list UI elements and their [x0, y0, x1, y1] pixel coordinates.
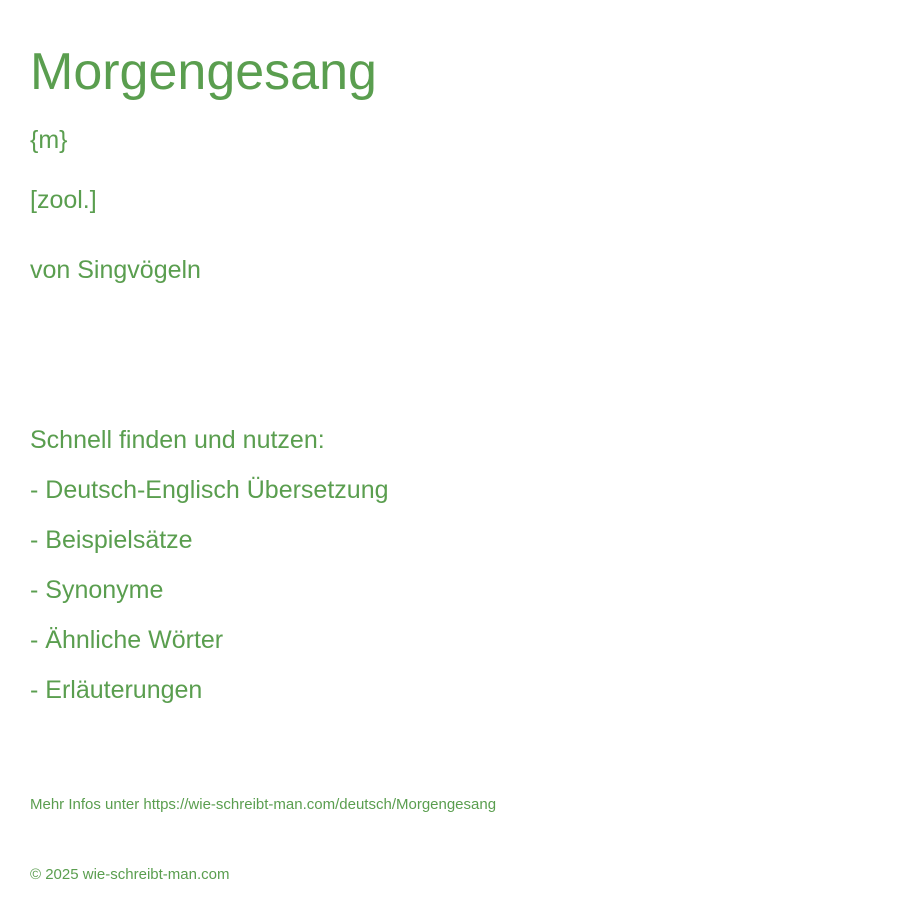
- meaning-text: von Singvögeln: [30, 256, 201, 284]
- quick-links-heading: Schnell finden und nutzen:: [30, 426, 325, 454]
- quick-link-translation: - Deutsch-Englisch Übersetzung: [30, 476, 389, 504]
- gender-label: {m}: [30, 126, 68, 154]
- more-info-text: Mehr Infos unter https://wie-schreibt-man.com/deutsch/Morgengesang: [30, 796, 497, 813]
- quick-link-explanations: - Erläuterungen: [30, 676, 203, 704]
- quick-link-synonyms: - Synonyme: [30, 576, 164, 604]
- copyright-text: © 2025 wie-schreibt-man.com: [30, 866, 230, 883]
- quick-link-similar-words: - Ähnliche Wörter: [30, 626, 224, 654]
- page-title: Morgengesang: [30, 43, 377, 101]
- quick-link-example-sentences: - Beispielsätze: [30, 526, 193, 554]
- domain-label: [zool.]: [30, 186, 97, 214]
